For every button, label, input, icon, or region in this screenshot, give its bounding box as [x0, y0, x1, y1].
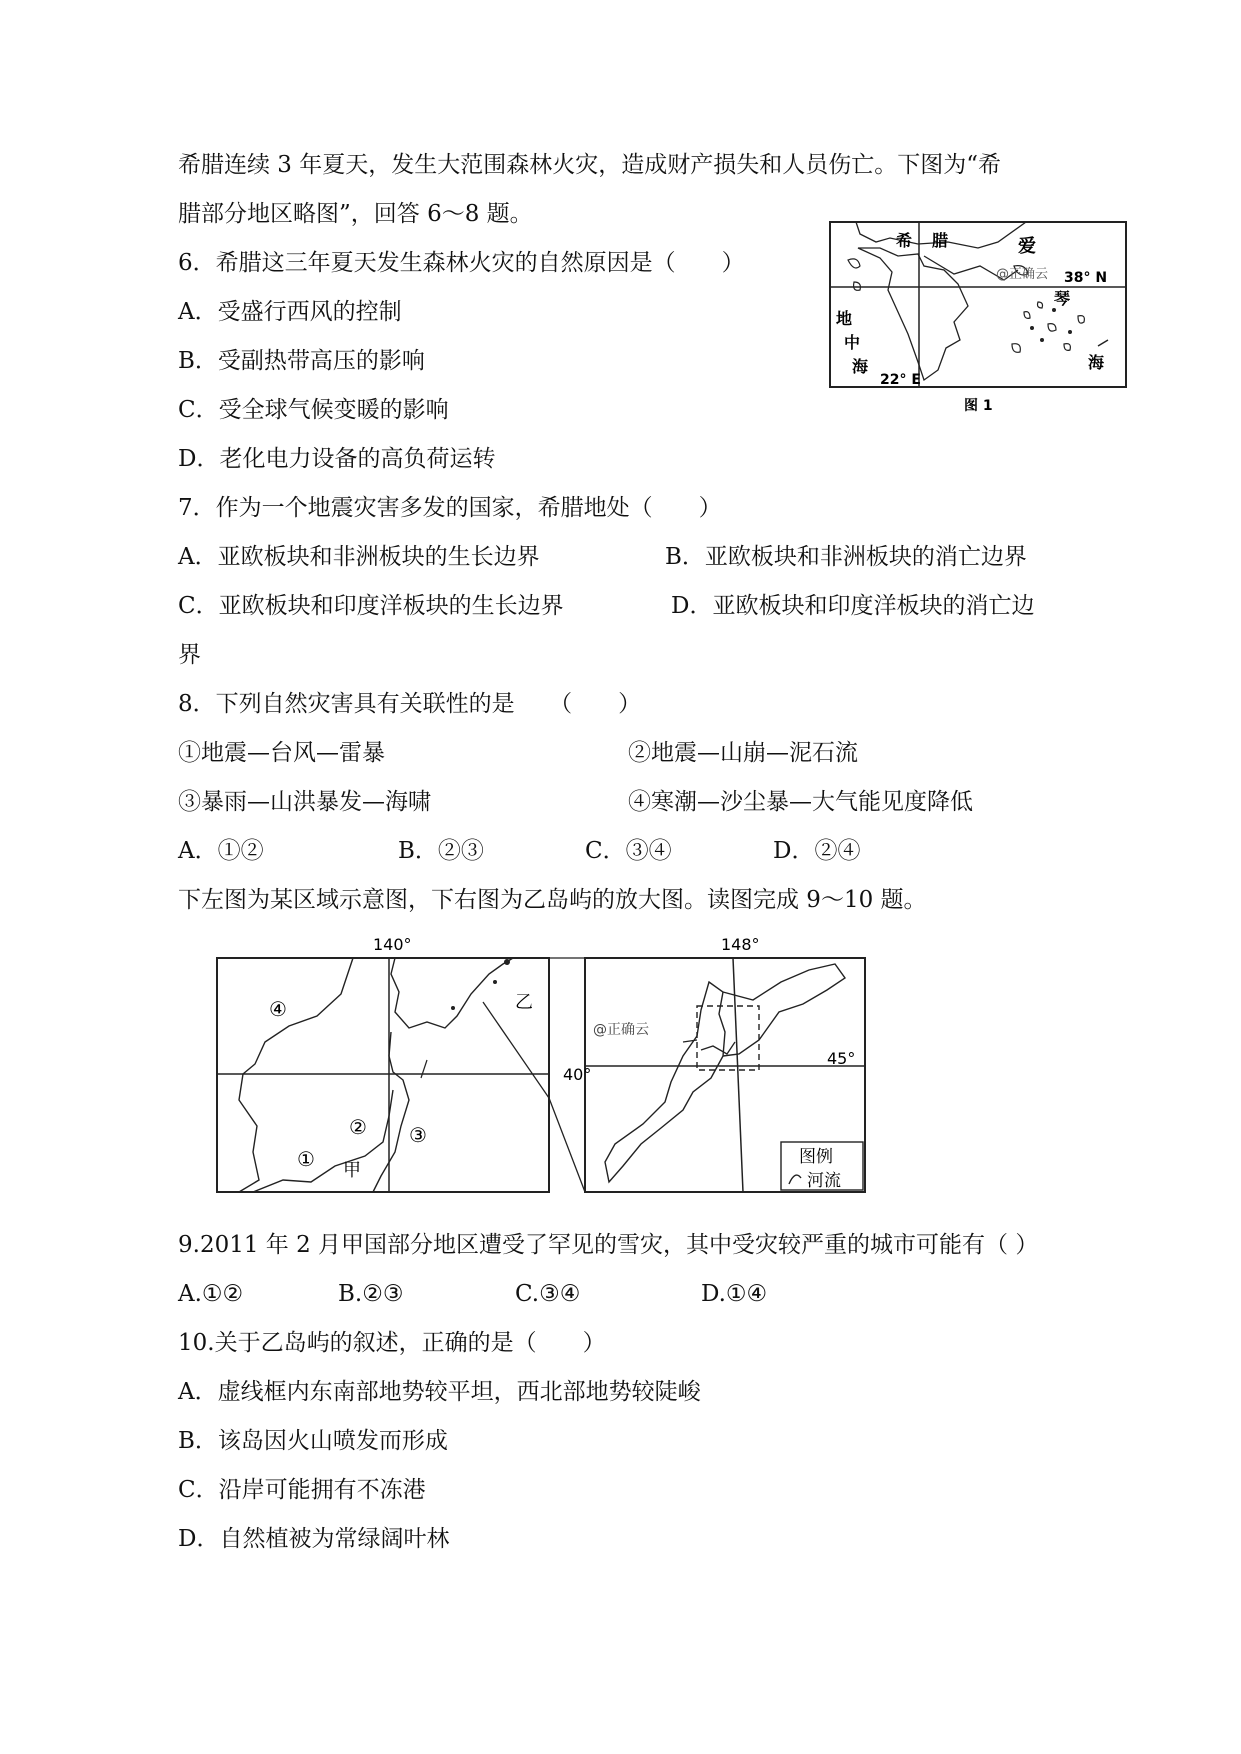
q8-item-2: ②地震—山崩—泥石流 — [628, 740, 858, 766]
q8-option-c: C．③④ — [585, 838, 672, 864]
map1-caption: 图 1 — [964, 398, 993, 414]
q9-option-a: A.①② — [178, 1281, 244, 1307]
legend-river-label: 河流 — [807, 1171, 841, 1191]
q6-stem: 6．希腊这三年夏天发生森林火灾的自然原因是（ ） — [178, 250, 745, 276]
map-mark-4: ④ — [269, 997, 287, 1021]
q9-stem: 9.2011 年 2 月甲国部分地区遭受了罕见的雪灾，其中受灾较严重的城市可能有（ ） — [178, 1232, 1039, 1258]
watermark: @正确云 — [996, 267, 1049, 282]
med-label-1: 地 — [836, 309, 853, 328]
aegean-label-2: 琴 — [1054, 289, 1071, 308]
island-yi-label: 乙 — [515, 992, 533, 1013]
latitude-label: 38° N — [1064, 270, 1108, 286]
q8-option-d: D．②④ — [773, 838, 861, 864]
aegean-label-1: 爱 — [1018, 236, 1036, 257]
q6-option-b: B．受副热带高压的影响 — [178, 348, 425, 374]
map-mark-3: ③ — [409, 1123, 427, 1147]
longitude-140: 140° — [373, 935, 412, 954]
q7-option-c: C．亚欧板块和印度洋板块的生长边界 — [178, 593, 564, 619]
q8-option-a: A．①② — [178, 838, 264, 864]
greece-map — [828, 220, 1128, 420]
q6-option-c: C．受全球气候变暖的影响 — [178, 397, 449, 423]
longitude-148: 148° — [721, 935, 760, 954]
q8-option-b: B．②③ — [398, 838, 484, 864]
q10-option-b: B．该岛因火山喷发而形成 — [178, 1428, 448, 1454]
med-label-2: 中 — [844, 333, 861, 352]
q7-option-d-continued: 界 — [178, 642, 201, 668]
q10-option-c: C．沿岸可能拥有不冻港 — [178, 1477, 426, 1503]
q10-option-d: D．自然植被为常绿阔叶林 — [178, 1526, 450, 1552]
q7-option-b: B．亚欧板块和非洲板块的消亡边界 — [665, 544, 1027, 570]
q8-item-4: ④寒潮—沙尘暴—大气能见度降低 — [628, 789, 973, 815]
intro-line-2: 腊部分地区略图”，回答 6～8 题。 — [178, 201, 533, 227]
q8-stem: 8．下列自然灾害具有关联性的是 （ ） — [178, 691, 642, 717]
q9-option-d: D.①④ — [701, 1281, 768, 1307]
q10-option-a: A．虚线框内东南部地势较平坦，西北部地势较陡峻 — [178, 1379, 701, 1405]
q8-item-1: ①地震—台风—雷暴 — [178, 740, 385, 766]
latitude-45: 45° — [827, 1049, 856, 1068]
intro-2: 下左图为某区域示意图，下右图为乙岛屿的放大图。读图完成 9～10 题。 — [178, 887, 927, 913]
greece-label-2: 腊 — [932, 231, 949, 250]
q7-option-d: D．亚欧板块和印度洋板块的消亡边 — [671, 593, 1035, 619]
latitude-40: 40° — [563, 1065, 592, 1084]
q6-option-a: A．受盛行西风的控制 — [178, 299, 402, 325]
q8-item-3: ③暴雨—山洪暴发—海啸 — [178, 789, 431, 815]
aegean-label-3: 海 — [1088, 353, 1105, 372]
watermark-2: @正确云 — [593, 1022, 649, 1038]
med-label-3: 海 — [852, 357, 869, 376]
q10-stem: 10.关于乙岛屿的叙述，正确的是（ ） — [178, 1330, 606, 1356]
q9-option-b: B.②③ — [338, 1281, 404, 1307]
longitude-label: 22° E — [880, 372, 921, 388]
q7-option-a: A．亚欧板块和非洲板块的生长边界 — [178, 544, 540, 570]
japan-region-map — [213, 930, 873, 1202]
intro-line-1: 希腊连续 3 年夏天，发生大范围森林火灾，造成财产损失和人员伤亡。下图为“希 — [178, 152, 1002, 178]
map-mark-2: ② — [349, 1115, 367, 1139]
greece-label-1: 希 — [896, 231, 913, 250]
q7-stem: 7．作为一个地震灾害多发的国家，希腊地处（ ） — [178, 495, 722, 521]
country-jia-label: 甲 — [343, 1160, 361, 1181]
q9-option-c: C.③④ — [515, 1281, 581, 1307]
q6-option-d: D．老化电力设备的高负荷运转 — [178, 446, 496, 472]
map-mark-1: ① — [297, 1147, 315, 1171]
legend-title: 图例 — [799, 1147, 833, 1167]
